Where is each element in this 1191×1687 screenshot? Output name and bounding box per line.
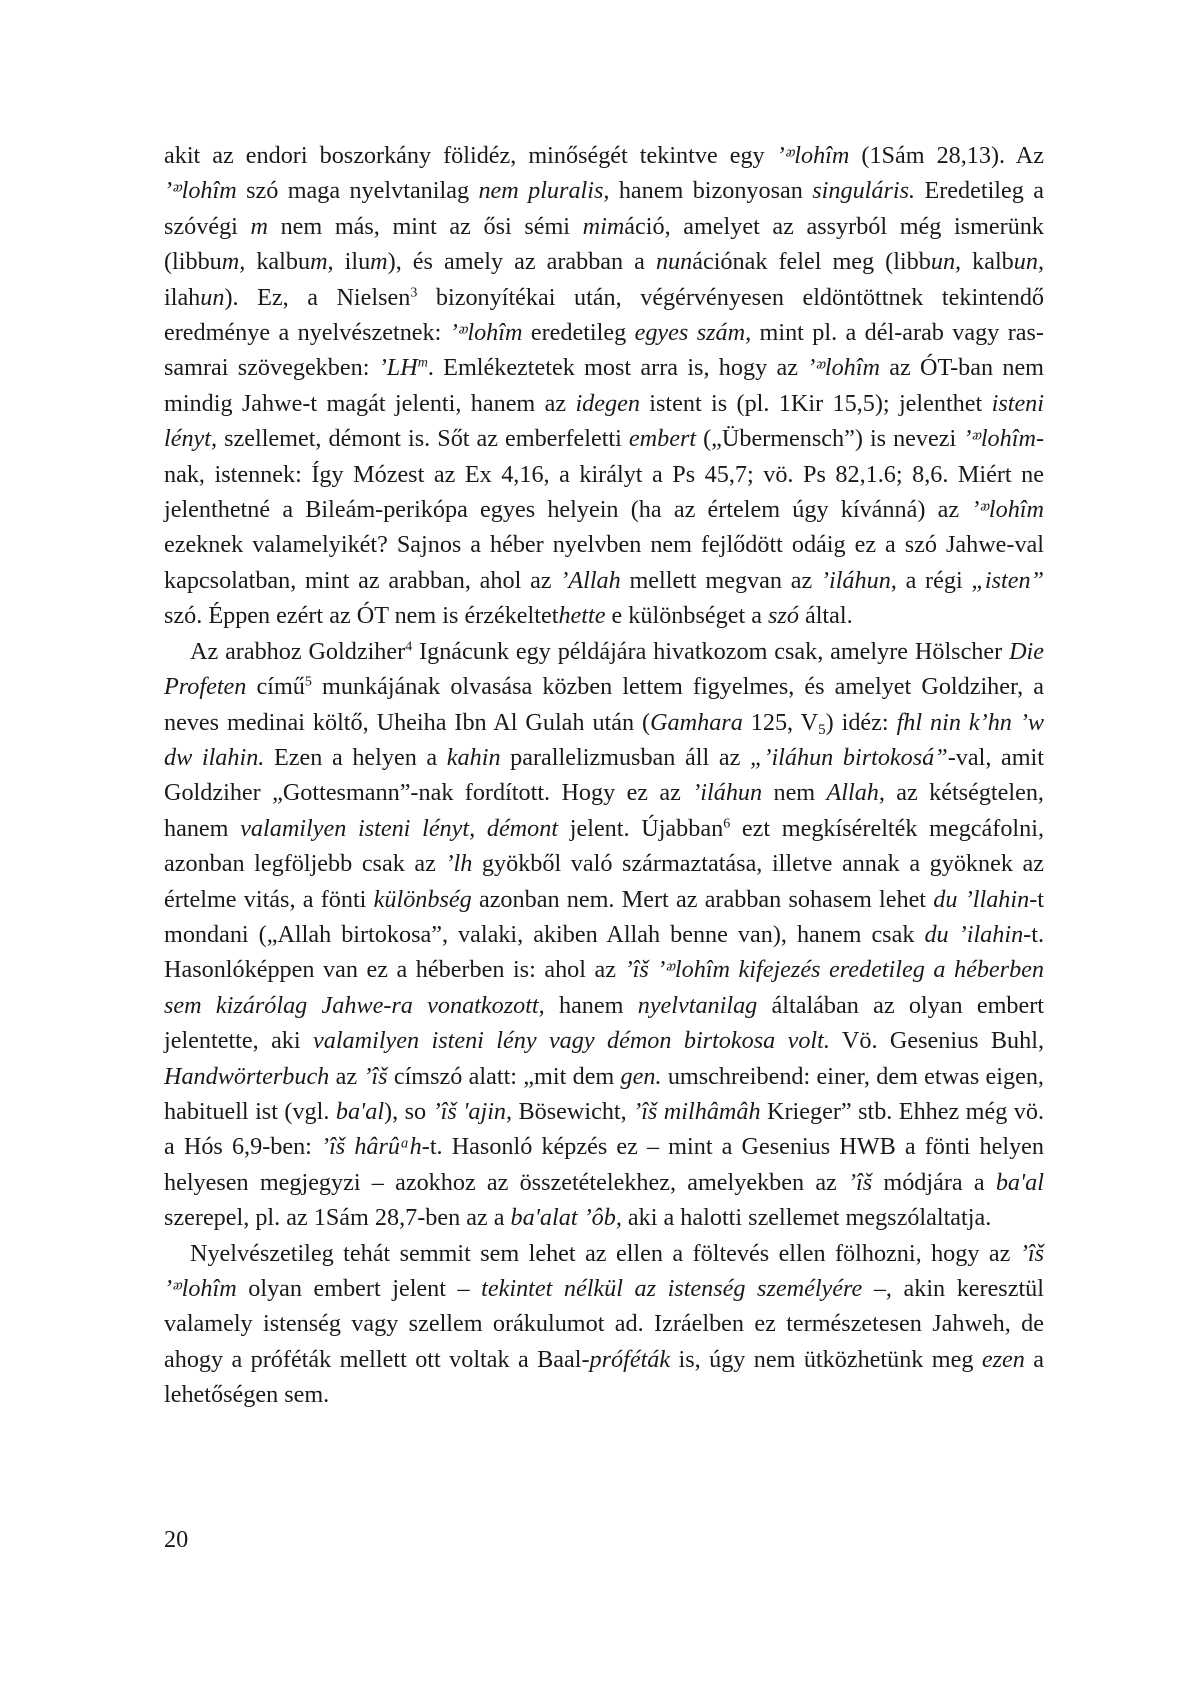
italic-text: ’îš [363,1062,388,1090]
text-run: -t. Hasonló képzés ez – mint a Gesenius HWB a fönti helyen helyesen megjegyzi – azokhoz az összetételekhez, amelyekben az [164,1133,1044,1196]
text-run: 125, V [742,708,819,736]
italic-text: du ’ilahin [924,920,1024,948]
text-run: című [246,673,305,701]
text-run: ezt megkísérelték megcáfolni, azonban legföljebb csak az [164,814,1045,878]
text-run: az kétségtelen, hanem [164,779,1044,842]
italic-text: szó [768,602,799,630]
italic-text: Handwörterbuch [164,1062,330,1090]
italic-text: fhl nin k’hn ’w dw ilahin. [164,708,1045,771]
italic-text: m, [310,248,334,276]
italic-text: ba'al [335,1097,385,1125]
text-run: is, úgy nem ütközhetünk meg [670,1345,982,1373]
text-run: Ignácunk egy példájára hivatkozom csak, amelyre Hölscher [412,637,1010,665]
italic-text: egyes szám, [634,319,752,347]
italic-text: isteni lényt, [164,389,1044,453]
italic-text: valamilyen isteni lény vagy démon birtokosa volt. [313,1027,830,1055]
italic-text: un [200,283,225,311]
text-run: ációnak felel meg (libb [692,248,931,276]
italic-text: „’iláhun birtokosá” [749,743,948,771]
text-run: Nyelvészetileg tehát semmit sem lehet az ellen a föltevés ellen fölhozni, hogy az [190,1239,1020,1267]
text-run: . Emlékeztetek most arra is, hogy az [427,354,808,382]
italic-text: nun [655,248,693,276]
text-run: a lehetőségen sem. [164,1345,1044,1409]
paragraph [164,1236,1044,1413]
footnote-ref: 6 [723,815,731,832]
text-run: Bösewicht, [512,1097,634,1125]
text-run: umschreibend: einer, dem etwas eigen, habituell ist (vgl. [164,1062,1044,1125]
text-run: ilah [164,283,201,311]
italic-text: nem pluralis, [478,177,610,205]
italic-text: ba'al [995,1168,1044,1196]
footnote-ref: 3 [410,283,418,300]
text-run: olyan embert jelent – [236,1275,482,1302]
italic-text: ’îš ’ᵆlohîm kifejezés eredetileg a héberben sem kizárólag Jahwe-ra vonatkozott, [164,956,1044,1019]
page-number: 20 [164,1526,189,1553]
italic-text: ’ᵆlohîm [449,319,523,347]
text-run: mellett megvan az [620,566,821,594]
text-run: szó. Éppen ezért az ÓT nem is érzékeltet [164,602,559,630]
italic-text: ’îš hârûᵃh [321,1133,422,1161]
text-run: szerepel, pl. az 1Sám 28,7-ben az a [164,1204,511,1232]
text-run: (1Sám 28,13). Az [849,142,1044,169]
text-run: parallelizmusban áll az [500,743,750,771]
text-run: ) idéz: [825,708,897,736]
italic-text: ’îš milhâmâh [633,1097,761,1125]
text-run: ). Ez, a Nielsen [224,283,411,311]
text-run: akit az endori boszorkány fölidéz, minőségét tekintve egy [164,142,777,169]
text-run: kalbu [245,248,311,276]
text-run: Vö. Gesenius Buhl, [829,1027,1045,1055]
text-run: hanem [544,991,638,1019]
italic-text: ’îš [848,1168,873,1196]
italic-text: gen. [620,1062,662,1090]
text-run: gyökből való származtatása, illetve annak a gyöknek az értelme vitás, a fönti [164,850,1044,913]
text-run: ezeknek valamelyikét? Sajnos a héber nyelvben nem fejlődött odáig ez a szó Jahwe-val kapcsolatban, mint az arabban, ahol az [164,531,1044,594]
paragraph [164,634,1044,1236]
footnote-ref: m [417,354,428,371]
italic-text: ba'alat ’ôb, [510,1204,622,1232]
text-run: hanem bizonyosan [609,177,813,205]
italic-text: ’îš ’ᵆlohîm [164,1239,1044,1302]
footnote-ref: 5 [304,673,312,690]
text-run: a régi [896,566,972,594]
text-run: e különbséget a [605,602,768,630]
text-run: azonban nem. Mert az arabban sohasem lehet [471,885,934,913]
subscript-text: 5 [818,721,826,738]
text-run: bizonyítékai után, végérvényesen eldöntöttnek tekintendő eredménye a nyelvészetnek: [164,283,1045,347]
text-run: nem más, mint az ősi sémi [267,212,583,240]
italic-text: ’LH [378,354,418,382]
text-run: -nak, istennek: Így Mózest az Ex 4,16, a királyt a Ps 45,7; vö. Ps 82,1.6; 8,6. Miért ne jelenthetné a Bileám-perikópa egyes helyein (ha az értelem úgy kívánná) az [164,425,1044,524]
italic-text: ’iláhun, [820,566,897,594]
text-run: mint pl. a dél-arab vagy ras-samrai szövegekben: [164,319,1044,382]
text-run: -t. Hasonlóképpen van ez a héberben is: ahol az [164,920,1044,984]
italic-text: idegen [575,389,640,417]
text-run: Az arabhoz Goldziher [190,637,406,665]
text-run: által. [798,602,853,630]
text-run: szellemet, démont is. Sőt az emberfeletti [217,425,629,453]
page-body [164,138,1044,1413]
italic-text: un, [930,248,962,276]
text-run: az ÓT-ban nem mindig Jahwe-t magát jelenti, hanem az [164,354,1044,417]
text-run: címszó alatt: „mit dem [387,1062,621,1090]
italic-text: Die Profeten [164,637,1044,701]
italic-text: ’ᵆlohîm [776,142,850,169]
italic-text: m [250,212,268,240]
text-run: szó maga nyelvtanilag [236,177,479,205]
text-run: ), és amely az arabban a [387,248,656,276]
text-run: nem [762,779,827,807]
text-run: Eredetileg a szóvégi [164,177,1044,240]
italic-text: ’iláhun [692,779,763,807]
italic-text: Gamhara [650,708,743,736]
italic-text: m [370,248,388,276]
text-run: („Übermensch”) is nevezi [696,425,964,453]
italic-text: ’Allah [560,566,621,594]
text-run: aki a halotti szellemet megszólaltatja. [621,1204,992,1232]
italic-text: tekintet nélkül az istenség személyére [481,1275,863,1302]
text-run: istent is (pl. 1Kir 15,5); jelenthet [639,389,992,417]
italic-text: m, [221,248,246,276]
text-run: -t mondani („Allah birtokosa”, valaki, akiben Allah benne van), hanem csak [164,885,1044,948]
text-run: módjára a [872,1168,996,1196]
italic-text: ’ᵆlohîm [971,496,1044,524]
text-run: eredetileg [522,319,635,347]
italic-text: ’ᵆlohîm [164,177,237,205]
italic-text: különbség [373,885,472,913]
italic-text: ezen [981,1345,1025,1373]
text-run: kalb [961,248,1014,276]
text-run: munkájának olvasása közben lettem figyelmes, és amelyet Goldziher, a neves medinai költő, Uheiha Ibn Al Gulah után ( [164,673,1044,736]
italic-text: nyelvtanilag [637,991,758,1019]
italic-text: singuláris. [812,177,916,205]
text-run: általában az olyan embert jelentette, aki [164,991,1044,1055]
italic-text: ’ᵆlohîm [963,425,1036,453]
text-run: Ezen a helyen a [264,743,447,771]
italic-text: un, [1013,248,1044,276]
text-run: áció, amelyet az assyrból még ismerünk (libbu [164,212,1044,276]
italic-text: ’îš 'ajin, [432,1097,513,1125]
text-run: Krieger” stb. Ehhez még vö. a Hós 6,9-ben: [164,1097,1045,1161]
italic-text: du ’llahin [933,885,1030,913]
italic-text: mim [582,212,625,240]
text-run: ), so [384,1097,433,1125]
footnote-ref: 4 [405,638,413,654]
text-run: az [329,1062,364,1090]
text-run: -val, amit Goldziher „Gottesmann”-nak fordított. Hogy ez az [164,743,1044,807]
text-run: ilu [333,248,371,276]
italic-text: Allah, [826,779,885,807]
italic-text: ’ᵆlohîm [807,354,880,382]
italic-text: ’lh [445,850,473,878]
italic-text: hette [558,602,606,630]
italic-text: próféták [589,1345,671,1373]
paragraph [164,138,1044,634]
italic-text: valamilyen isteni lényt, démont [240,814,559,842]
text-run: jelent. Újabban [558,814,724,842]
italic-text: kahin [446,743,501,771]
italic-text: embert [628,425,697,453]
text-run: –, akin keresztül valamely istenség vagy szellem orákulumot ad. Izráelben ez természetesen Jahweh, de ahogy a próféták mellett ott voltak a Baal- [164,1275,1044,1373]
italic-text: „isten” [971,566,1044,594]
